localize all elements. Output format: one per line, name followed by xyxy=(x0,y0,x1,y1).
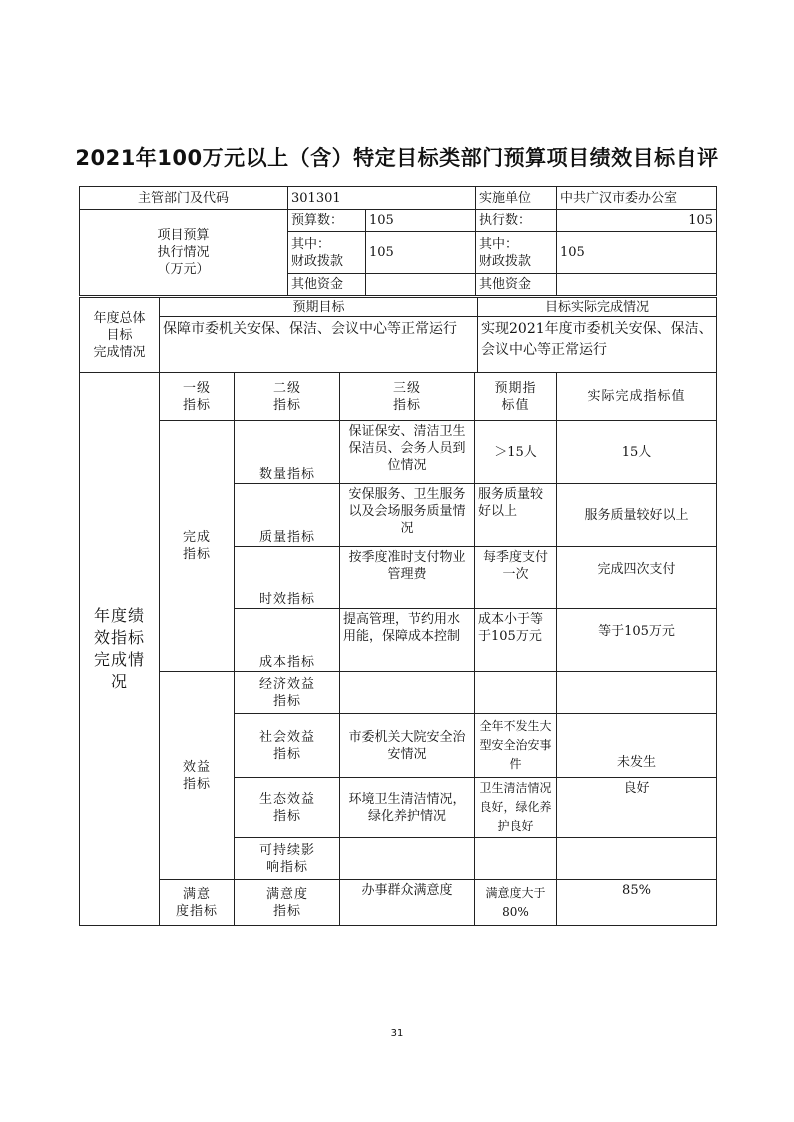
other-exec-label: 其他资金 xyxy=(476,274,557,296)
col-level1: 一级 指标 xyxy=(160,373,235,421)
other-exec-value xyxy=(557,274,717,296)
budget-label-cell: 预算数： xyxy=(288,210,366,232)
fiscal-exec-label: 其中： 财政拨款 xyxy=(476,232,557,274)
expected-cell: ＞15人 xyxy=(475,421,557,484)
indicators-section-text: 年度绩 效指标 完成情 况 xyxy=(93,606,145,691)
actual-cell xyxy=(557,838,717,880)
col-actual: 实际完成指标值 xyxy=(557,373,717,421)
fiscal-value: 105 xyxy=(366,232,476,274)
actual-cell: 15人 xyxy=(557,421,717,484)
actual-cell: 85% xyxy=(557,880,717,926)
budget-label: 项目预算 执行情况 （万元） xyxy=(80,210,288,296)
col-level3: 三级 指标 xyxy=(340,373,475,421)
page-number: 31 xyxy=(390,1028,404,1039)
level2-cell: 满意度 指标 xyxy=(235,880,340,926)
fiscal-exec-value: 105 xyxy=(557,232,717,274)
group-benefit: 效益 指标 xyxy=(160,672,235,880)
other-value xyxy=(366,274,476,296)
expected-cell: 满意度大于80% xyxy=(475,880,557,926)
level2-cell: 数量指标 xyxy=(235,421,340,484)
expected-text: 保障市委机关安保、保洁、会议中心等正常运行 xyxy=(160,317,478,373)
expected-cell xyxy=(475,838,557,880)
expected-cell: 每季度支付一次 xyxy=(475,547,557,609)
exec-value: 105 xyxy=(557,210,717,232)
table-row xyxy=(80,672,717,714)
level3-cell: 按季度准时支付物业管理费 xyxy=(340,547,475,609)
level2-cell: 质量指标 xyxy=(235,484,340,547)
actual-cell: 良好 xyxy=(557,778,717,838)
actual-header: 目标实际完成情况 xyxy=(478,298,717,317)
level2-cell: 时效指标 xyxy=(235,547,340,609)
page-title: 2021年100万元以上（含）特定目标类部门预算项目绩效目标自评 xyxy=(75,146,719,170)
table-row xyxy=(80,421,717,484)
actual-cell: 完成四次支付 xyxy=(557,547,717,609)
level3-cell xyxy=(340,838,475,880)
other-label: 其他资金 xyxy=(288,274,366,296)
col-expected: 预期指 标值 xyxy=(475,373,557,421)
overall-table xyxy=(79,297,717,373)
level3-cell: 保证保安、清洁卫生保洁员、会务人员到位情况 xyxy=(340,421,475,484)
header-budget-table xyxy=(79,186,717,296)
level2-cell: 生态效益 指标 xyxy=(235,778,340,838)
col-level2: 二级 指标 xyxy=(235,373,340,421)
fiscal-label: 其中： 财政拨款 xyxy=(288,232,366,274)
actual-cell: 服务质量较好以上 xyxy=(557,484,717,547)
expected-cell: 服务质量较好以上 xyxy=(475,484,557,547)
overall-label: 年度总体 目标 完成情况 xyxy=(80,298,160,373)
expected-header: 预期目标 xyxy=(160,298,478,317)
table-row xyxy=(80,880,717,926)
dept-code: 301301 xyxy=(288,187,476,210)
level2-cell: 社会效益 指标 xyxy=(235,714,340,778)
expected-cell: 全年不发生大型安全治安事件 xyxy=(475,714,557,778)
actual-text: 实现2021年度市委机关安保、保洁、会议中心等正常运行 xyxy=(478,317,717,373)
actual-cell: 等于105万元 xyxy=(557,609,717,672)
actual-cell xyxy=(557,672,717,714)
group-complete: 完成 指标 xyxy=(160,421,235,672)
budget-value: 105 xyxy=(366,210,476,232)
exec-label: 执行数： xyxy=(476,210,557,232)
expected-cell xyxy=(475,672,557,714)
level3-cell: 办事群众满意度 xyxy=(340,880,475,926)
unit-value: 中共广汉市委办公室 xyxy=(557,187,717,210)
expected-cell: 成本小于等于105万元 xyxy=(475,609,557,672)
level3-cell xyxy=(340,672,475,714)
dept-label: 主管部门及代码 xyxy=(80,187,288,210)
indicators-table xyxy=(79,372,717,926)
expected-cell: 卫生清洁情况良好，绿化养护良好 xyxy=(475,778,557,838)
level2-cell: 经济效益 指标 xyxy=(235,672,340,714)
level3-cell: 市委机关大院安全治安情况 xyxy=(340,714,475,778)
level3-cell: 安保服务、卫生服务以及会场服务质量情况 xyxy=(340,484,475,547)
level2-cell: 成本指标 xyxy=(235,609,340,672)
level2-cell: 可持续影 响指标 xyxy=(235,838,340,880)
group-satisfaction: 满意 度指标 xyxy=(160,880,235,926)
level3-cell: 环境卫生清洁情况，绿化养护情况 xyxy=(340,778,475,838)
level3-cell: 提高管理，节约用水用能，保障成本控制 xyxy=(340,609,475,672)
unit-label: 实施单位 xyxy=(476,187,557,210)
indicators-section-label xyxy=(80,373,160,926)
actual-cell: 未发生 xyxy=(557,714,717,778)
